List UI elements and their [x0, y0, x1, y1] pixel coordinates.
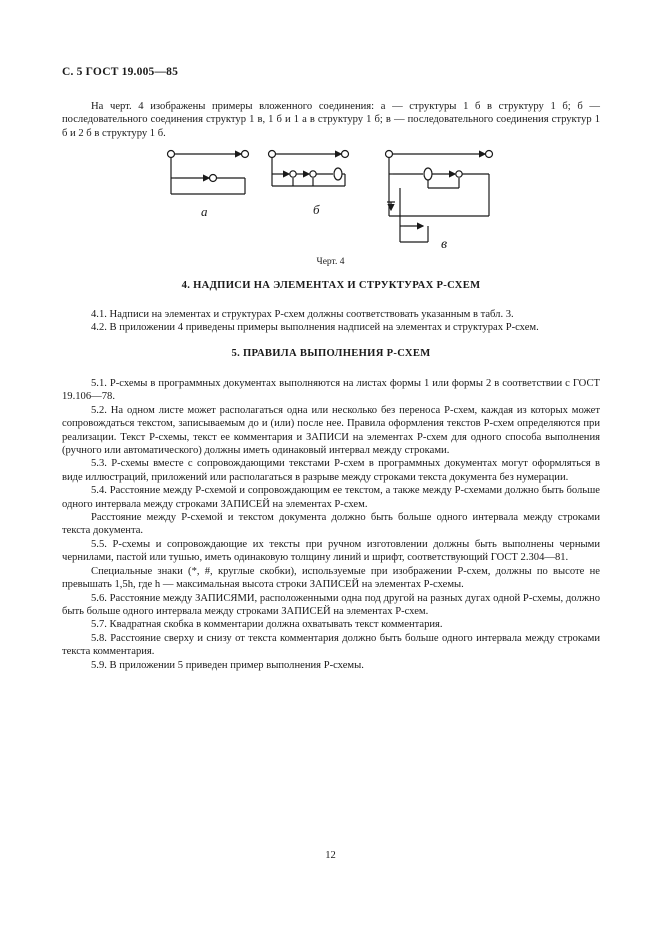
page-header: С. 5 ГОСТ 19.005—85 — [62, 66, 179, 78]
label-b: б — [313, 202, 320, 217]
paragraph: 5.7. Квадратная скобка в комментарии должна охватывать текст комментария. — [91, 619, 443, 631]
paragraph: 5.5. Р-схемы и сопровождающие их тексты при ручном изготовлении должны быть выполнены черными чернилами, пастой или тушью, иметь одинаковую толщину линий и шрифт, соответствующий ГОСТ 2.304—81. — [62, 538, 600, 564]
figure-4-drawing — [155, 142, 515, 254]
paragraph: 5.6. Расстояние между ЗАПИСЯМИ, расположенными одна под другой на разных дугах одной Р-схемы, должно быть больше одного интервала между строками ЗАПИСЕЙ на элементах Р-схем. — [62, 592, 600, 617]
paragraph: Специальные знаки (*, #, круглые скобки), используемые при изображении Р-схем, должны по высоте не превышать 1,5h, где h — максимальная высота строки ЗАПИСЕЙ на элементах Р-схемы. — [62, 565, 600, 591]
paragraph: 5.2. На одном листе может располагаться одна или несколько без переноса Р-схем, каждая из которых может сопровождаться текстом, записываемым до и (или) после нее. Правила оформления текстов Р-схем определяются при реализации. Текст Р-схемы, текст ее комментария и ЗАПИСИ на элементах Р-схем для одного способа выполнения (ручного или автоматического) должны иметь одинаковый интервал между строками. — [62, 404, 600, 457]
label-v: в — [441, 237, 448, 252]
paragraph: 4.1. Надписи на элементах и структурах Р-схем должны соответствовать указанным в табл. 3. — [91, 309, 514, 320]
paragraph: 5.4. Расстояние между Р-схемой и сопровождающим ее текстом, а также между Р-схемами должно быть больше одного интервала между строками ЗАПИСЕЙ на элементах Р-схем. — [62, 485, 600, 510]
paragraph: 4.2. В приложении 4 приведены примеры выполнения надписей на элементах и структурах Р-схем. — [91, 322, 539, 334]
paragraph: 5.8. Расстояние сверху и снизу от текста комментария должно быть больше одного интервала между строками текста комментария. — [62, 632, 600, 658]
page-number: 12 — [325, 850, 336, 861]
section-5-heading: 5. ПРАВИЛА ВЫПОЛНЕНИЯ Р-СХЕМ — [231, 348, 431, 359]
diagram-a — [168, 151, 249, 195]
paragraph: 5.3. Р-схемы вместе с сопровождающими текстами Р-схем в программных документах могут оформляться в виде иллюстраций, приложений или располагаться в разрыве между строками текста документа без нумерации. — [62, 458, 600, 483]
paragraph: 5.9. В приложении 5 приведен пример выполнения Р-схемы. — [91, 659, 364, 671]
figure-4 — [155, 142, 515, 254]
diagram-b — [269, 151, 349, 187]
diagram-v — [386, 151, 493, 243]
figure-caption: Черт. 4 — [316, 257, 345, 267]
section-5-body — [62, 377, 600, 672]
paragraph: Расстояние между Р-схемой и текстом документа должно быть больше одного интервала между строками текста документа. — [62, 512, 600, 537]
intro-paragraph: На черт. 4 изображены примеры вложенного соединения: а — структуры 1 б в структуру 1 б; б — последовательного соединения структур 1 в, 1 б и 1 а в структуру 1 б; в — последовательного соединения структур 1 б и 2 б в структуру 1 б. — [62, 101, 600, 139]
section-4-body — [62, 308, 600, 335]
section-4-heading: 4. НАДПИСИ НА ЭЛЕМЕНТАХ И СТРУКТУРАХ Р-СХЕМ — [181, 280, 481, 291]
paragraph: 5.1. Р-схемы в программных документах выполняются на листах формы 1 или формы 2 в соответствии с ГОСТ 19.106—78. — [62, 378, 600, 403]
label-a: а — [201, 204, 208, 219]
intro-text — [62, 100, 600, 140]
